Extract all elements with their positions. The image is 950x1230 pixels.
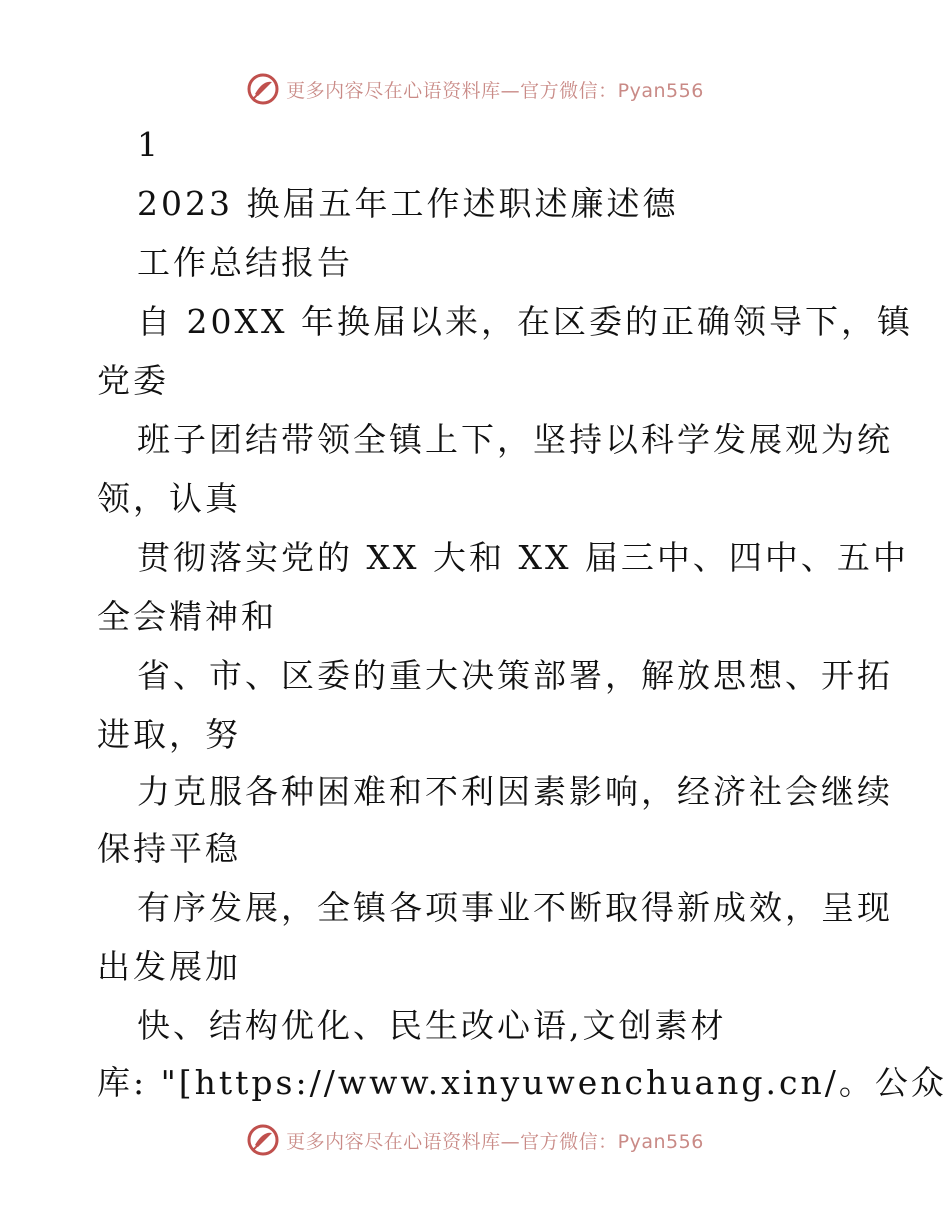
paragraph-line: 有序发展，全镇各项事业不断取得新成效，呈现 [137, 888, 893, 927]
paragraph-line: 贯彻落实党的 XX 大和 XX 届三中、四中、五中 [137, 538, 909, 577]
paragraph-line: 班子团结带领全镇上下，坚持以科学发展观为统 [137, 420, 893, 459]
paragraph-line: 省、市、区委的重大决策部署，解放思想、开拓 [137, 656, 893, 695]
paragraph-line: 出发展加 [97, 947, 241, 986]
paragraph-line: 领，认真 [97, 479, 241, 518]
document-title: 2023 换届五年工作述职述廉述德 [137, 184, 679, 223]
paragraph-line: 自 20XX 年换届以来，在区委的正确领导下，镇 [137, 302, 913, 341]
book-feather-logo-icon [246, 72, 280, 106]
paragraph-line: 进取，努 [97, 715, 241, 754]
paragraph-line: 力克服各种困难和不利因素影响，经济社会继续 [137, 772, 893, 811]
paragraph-line: 保持平稳 [97, 829, 241, 868]
book-feather-logo-icon [246, 1123, 280, 1157]
paragraph-line: 快、结构优化、民生改心语,文创素材 [137, 1006, 727, 1045]
document-subtitle: 工作总结报告 [137, 243, 353, 282]
watermark-text: 更多内容尽在心语资料库—官方微信：Pyan556 [286, 1130, 704, 1153]
watermark-header [0, 72, 950, 106]
watermark-text: 更多内容尽在心语资料库—官方微信：Pyan556 [286, 79, 704, 102]
paragraph-line: 库: "[https://www.xinyuwenchuang.cn/。公众 [97, 1063, 947, 1102]
paragraph-line: 全会精神和 [97, 597, 277, 636]
page-number: 1 [137, 125, 161, 164]
watermark-footer [0, 1123, 950, 1157]
paragraph-line: 党委 [97, 361, 169, 400]
